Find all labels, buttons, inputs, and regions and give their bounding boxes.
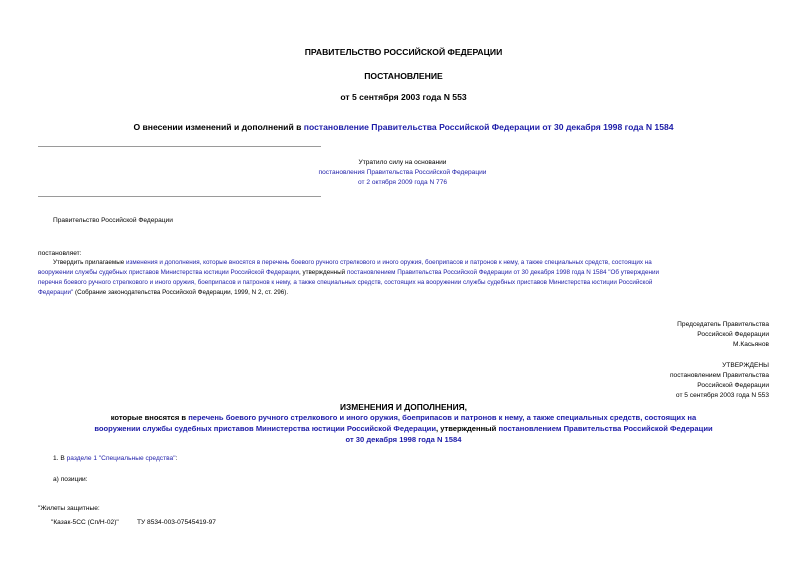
item-a: а) позиции: bbox=[53, 476, 88, 483]
body-text: (Собрание законодательства Российской Федерации, 1999, N 2, ст. 296). bbox=[73, 289, 289, 296]
signature-name: М.Касьянов bbox=[733, 341, 769, 348]
body-paragraph-line-4 bbox=[38, 288, 768, 298]
body-decrees: постановляет: bbox=[38, 250, 82, 257]
approval-line-4: от 5 сентября 2003 года N 553 bbox=[675, 392, 769, 399]
status-note-link-2[interactable]: от 2 октября 2009 года N 776 bbox=[357, 179, 448, 186]
annex-subtitle-line-1 bbox=[0, 413, 807, 422]
vests-heading: "Жилеты защитные: bbox=[38, 505, 100, 512]
annex-subtitle-line-2 bbox=[0, 424, 807, 433]
doc-title bbox=[0, 122, 807, 132]
body-government: Правительство Российской Федерации bbox=[53, 217, 173, 224]
body-paragraph bbox=[38, 258, 768, 298]
body-link-changes[interactable]: изменения и дополнения, которые вносятся в перечень боевого ручного стрелкового и иного оружия, боеприпасов и патронов к нему, а также специальных средств, состоящих на bbox=[126, 259, 652, 266]
table-cell-name: "Казак-5СС (Сп/Н-02)" bbox=[51, 519, 119, 526]
approval-label: УТВЕРЖДЕНЫ bbox=[722, 362, 769, 369]
item-1 bbox=[53, 455, 177, 462]
annex-link-list[interactable]: перечень боевого ручного стрелкового и иного оружия, боеприпасов и патронов к нему, а также специальных средств, состоящих на bbox=[188, 413, 697, 422]
annex-text: которые вносятся в bbox=[110, 413, 189, 422]
body-link-decree-end[interactable]: Федерации" bbox=[38, 289, 74, 296]
item-1-colon: : bbox=[175, 455, 178, 462]
body-link-decree[interactable]: постановлением Правительства Российской Федерации от 30 декабря 1998 года N 1584 "Об утверждении bbox=[346, 269, 659, 276]
approval-line-3: Российской Федерации bbox=[697, 382, 769, 389]
annex-text: , утвержденный bbox=[435, 424, 499, 433]
item-1-link[interactable]: разделе 1 "Специальные средства" bbox=[66, 455, 176, 462]
annex-link-list-cont[interactable]: вооружении службы судебных приставов Министерства юстиции Российской Федерации bbox=[94, 424, 436, 433]
org-name: ПРАВИТЕЛЬСТВО РОССИЙСКОЙ ФЕДЕРАЦИИ bbox=[304, 47, 503, 57]
body-link-decree-cont[interactable]: перечня боевого ручного стрелкового и иного оружия, боеприпасов и патронов к нему, а также специальных средств, состоящих на вооружении службы судебных приставов Министерства юстиции Российской bbox=[38, 279, 653, 286]
body-paragraph-line-1 bbox=[38, 258, 768, 268]
doc-title-link[interactable]: постановление Правительства Российской Федерации от 30 декабря 1998 года N 1584 bbox=[303, 122, 674, 132]
item-1-text: 1. В bbox=[53, 455, 67, 462]
body-text: , утвержденный bbox=[299, 269, 347, 276]
status-note-link-1[interactable]: постановления Правительства Российской Федерации bbox=[318, 169, 487, 176]
doc-type: ПОСТАНОВЛЕНИЕ bbox=[364, 71, 443, 81]
signature-country: Российской Федерации bbox=[697, 331, 769, 338]
table-cell-code: ТУ 8534-003-07545419-97 bbox=[137, 519, 216, 526]
approval-line-2: постановлением Правительства bbox=[669, 372, 769, 379]
annex-link-decree-date[interactable]: от 30 декабря 1998 года N 1584 bbox=[345, 435, 462, 444]
annex-title: ИЗМЕНЕНИЯ И ДОПОЛНЕНИЯ, bbox=[340, 402, 467, 412]
body-text: Утвердить прилагаемые bbox=[53, 259, 126, 266]
signature-position: Председатель Правительства bbox=[677, 321, 769, 328]
doc-title-prefix: О внесении изменений и дополнений в bbox=[133, 122, 304, 132]
doc-date: от 5 сентября 2003 года N 553 bbox=[340, 92, 467, 102]
body-link-continued[interactable]: вооружении службы судебных приставов Министерства юстиции Российской Федерации bbox=[38, 269, 299, 276]
annex-link-decree[interactable]: постановлением Правительства Российской Федерации bbox=[498, 424, 713, 433]
body-paragraph-line-3 bbox=[38, 278, 768, 288]
divider-bottom bbox=[38, 196, 321, 197]
divider-top bbox=[38, 146, 321, 147]
status-note-label: Утратило силу на основании bbox=[358, 159, 447, 166]
body-paragraph-line-2 bbox=[38, 268, 768, 278]
